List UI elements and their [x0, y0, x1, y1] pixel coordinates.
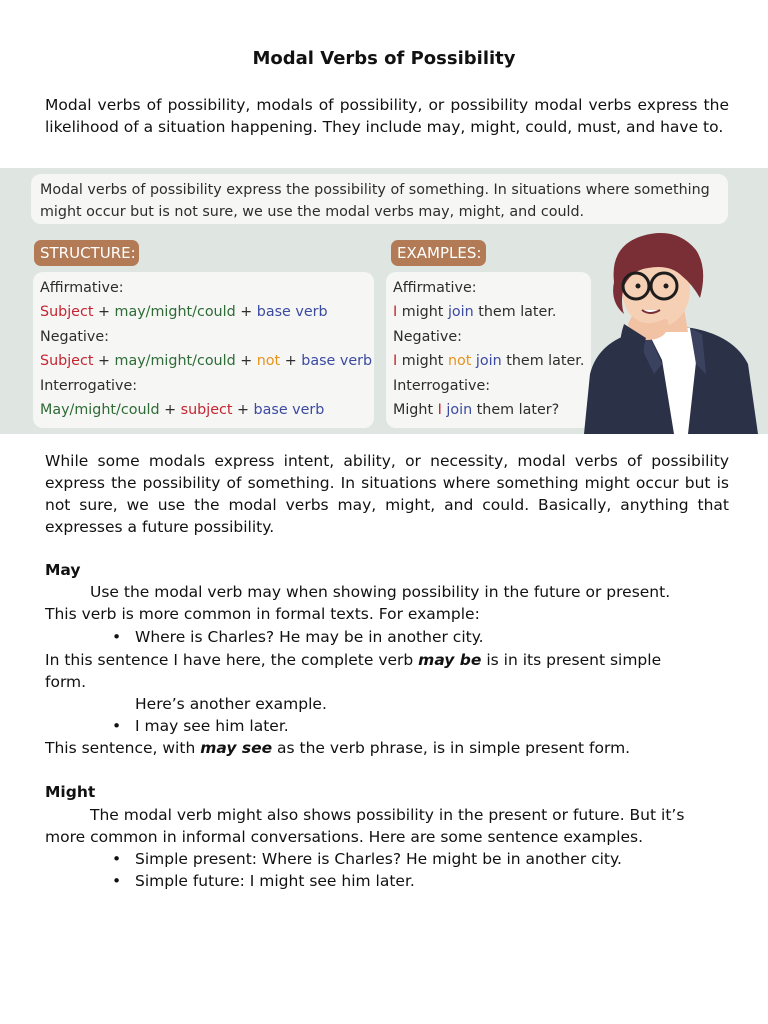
may-bullet-2: I may see him later.: [135, 717, 289, 735]
structure-negative-label: Negative:: [40, 329, 109, 345]
examples-interrogative-sentence: [393, 398, 591, 423]
example-subject: I: [393, 353, 398, 369]
example-modal: Might: [393, 402, 438, 418]
may-line-3-a: In this sentence I have here, the complete verb: [45, 651, 419, 669]
example-verb: join: [446, 402, 473, 418]
might-line-2: more common in informal conversations. Here are some sentence examples.: [45, 828, 644, 846]
bullet-dot: •: [112, 628, 122, 646]
examples-negative-label: Negative:: [393, 329, 462, 345]
example-verb: join: [447, 304, 474, 320]
examples-heading: EXAMPLES:: [391, 240, 486, 266]
formula-plus: +: [93, 353, 115, 369]
may-line-1: Use the modal verb may when showing possibility in the future or present.: [90, 583, 671, 601]
may-line-6-a: This sentence, with: [45, 739, 201, 757]
formula-verb: base verb: [256, 304, 328, 320]
may-line-3: [45, 649, 729, 671]
structure-affirmative-label: Affirmative:: [40, 280, 124, 296]
may-heading: May: [45, 561, 81, 579]
explanation-paragraph: While some modals express intent, ability, or necessity, modal verbs of possibility express the possibility of something. In situations where something might occur but is not sure, we use the modal verbs may, might, and could. Basically, anything that expresses a future possibility.: [45, 452, 729, 536]
example-subject: I: [393, 304, 398, 320]
examples-affirmative-sentence: [393, 300, 591, 325]
formula-plus: +: [232, 402, 254, 418]
formula-verb: base verb: [301, 353, 373, 369]
example-modal: might: [397, 353, 448, 369]
might-bullet-2: Simple future: I might see him later.: [135, 872, 415, 890]
formula-plus: +: [280, 353, 302, 369]
examples-interrogative-label: Interrogative:: [393, 378, 491, 394]
page-title: Modal Verbs of Possibility: [252, 48, 516, 69]
example-subject: I: [437, 402, 442, 418]
formula-subject: Subject: [40, 304, 94, 320]
bullet-dot: •: [112, 850, 122, 868]
formula-verb: base verb: [253, 402, 325, 418]
structure-heading: STRUCTURE:: [34, 240, 139, 266]
example-modal: might: [397, 304, 448, 320]
example-rest: them later?: [472, 402, 560, 418]
thinking-person-illustration: [584, 224, 768, 434]
might-bullet-1: Simple present: Where is Charles? He might be in another city.: [135, 850, 622, 868]
examples-panel: [386, 272, 591, 428]
formula-subject: subject: [180, 402, 233, 418]
structure-affirmative-formula: [40, 300, 374, 325]
formula-plus: +: [159, 402, 181, 418]
may-line-3-em: may be: [418, 651, 482, 669]
summary-box: [31, 174, 728, 224]
formula-modal: may/might/could: [114, 304, 236, 320]
formula-plus: +: [235, 304, 257, 320]
example-verb: join: [475, 353, 502, 369]
examples-negative-sentence: [393, 349, 591, 374]
structure-interrogative-formula: [40, 398, 374, 423]
formula-plus: +: [235, 353, 257, 369]
bullet-dot: •: [112, 717, 122, 735]
may-line-3-b: is in its present simple: [481, 651, 662, 669]
may-line-6-b: as the verb phrase, is in simple present form.: [272, 739, 631, 757]
may-line-5: Here’s another example.: [135, 695, 327, 713]
examples-affirmative-label: Affirmative:: [393, 280, 477, 296]
may-line-6: [45, 737, 729, 759]
formula-modal: May/might/could: [40, 402, 160, 418]
intro-paragraph: Modal verbs of possibility, modals of possibility, or possibility modal verbs express the likelihood of a situation happening. They include may, might, could, must, and have to.: [45, 96, 729, 136]
might-heading: Might: [45, 783, 96, 801]
formula-modal: may/might/could: [114, 353, 236, 369]
may-line-6-em: may see: [200, 739, 273, 757]
example-rest: them later.: [473, 304, 557, 320]
may-line-4: form.: [45, 673, 87, 691]
example-rest: them later.: [501, 353, 585, 369]
summary-line-2: might occur but is not sure, we use the modal verbs may, might, and could.: [40, 204, 585, 220]
infographic: [0, 168, 768, 434]
might-line-1: The modal verb might also shows possibility in the present or future. But it’s: [90, 806, 685, 824]
summary-line-1: Modal verbs of possibility express the possibility of something. In situations where something: [40, 182, 710, 198]
structure-interrogative-label: Interrogative:: [40, 378, 138, 394]
structure-panel: [33, 272, 374, 428]
may-line-2: This verb is more common in formal texts. For example:: [45, 605, 480, 623]
formula-not: not: [256, 353, 281, 369]
formula-subject: Subject: [40, 353, 94, 369]
example-not: not: [447, 353, 472, 369]
bullet-dot: •: [112, 872, 122, 890]
structure-negative-formula: [40, 349, 374, 374]
may-bullet-1: Where is Charles? He may be in another city.: [135, 628, 484, 646]
formula-plus: +: [93, 304, 115, 320]
